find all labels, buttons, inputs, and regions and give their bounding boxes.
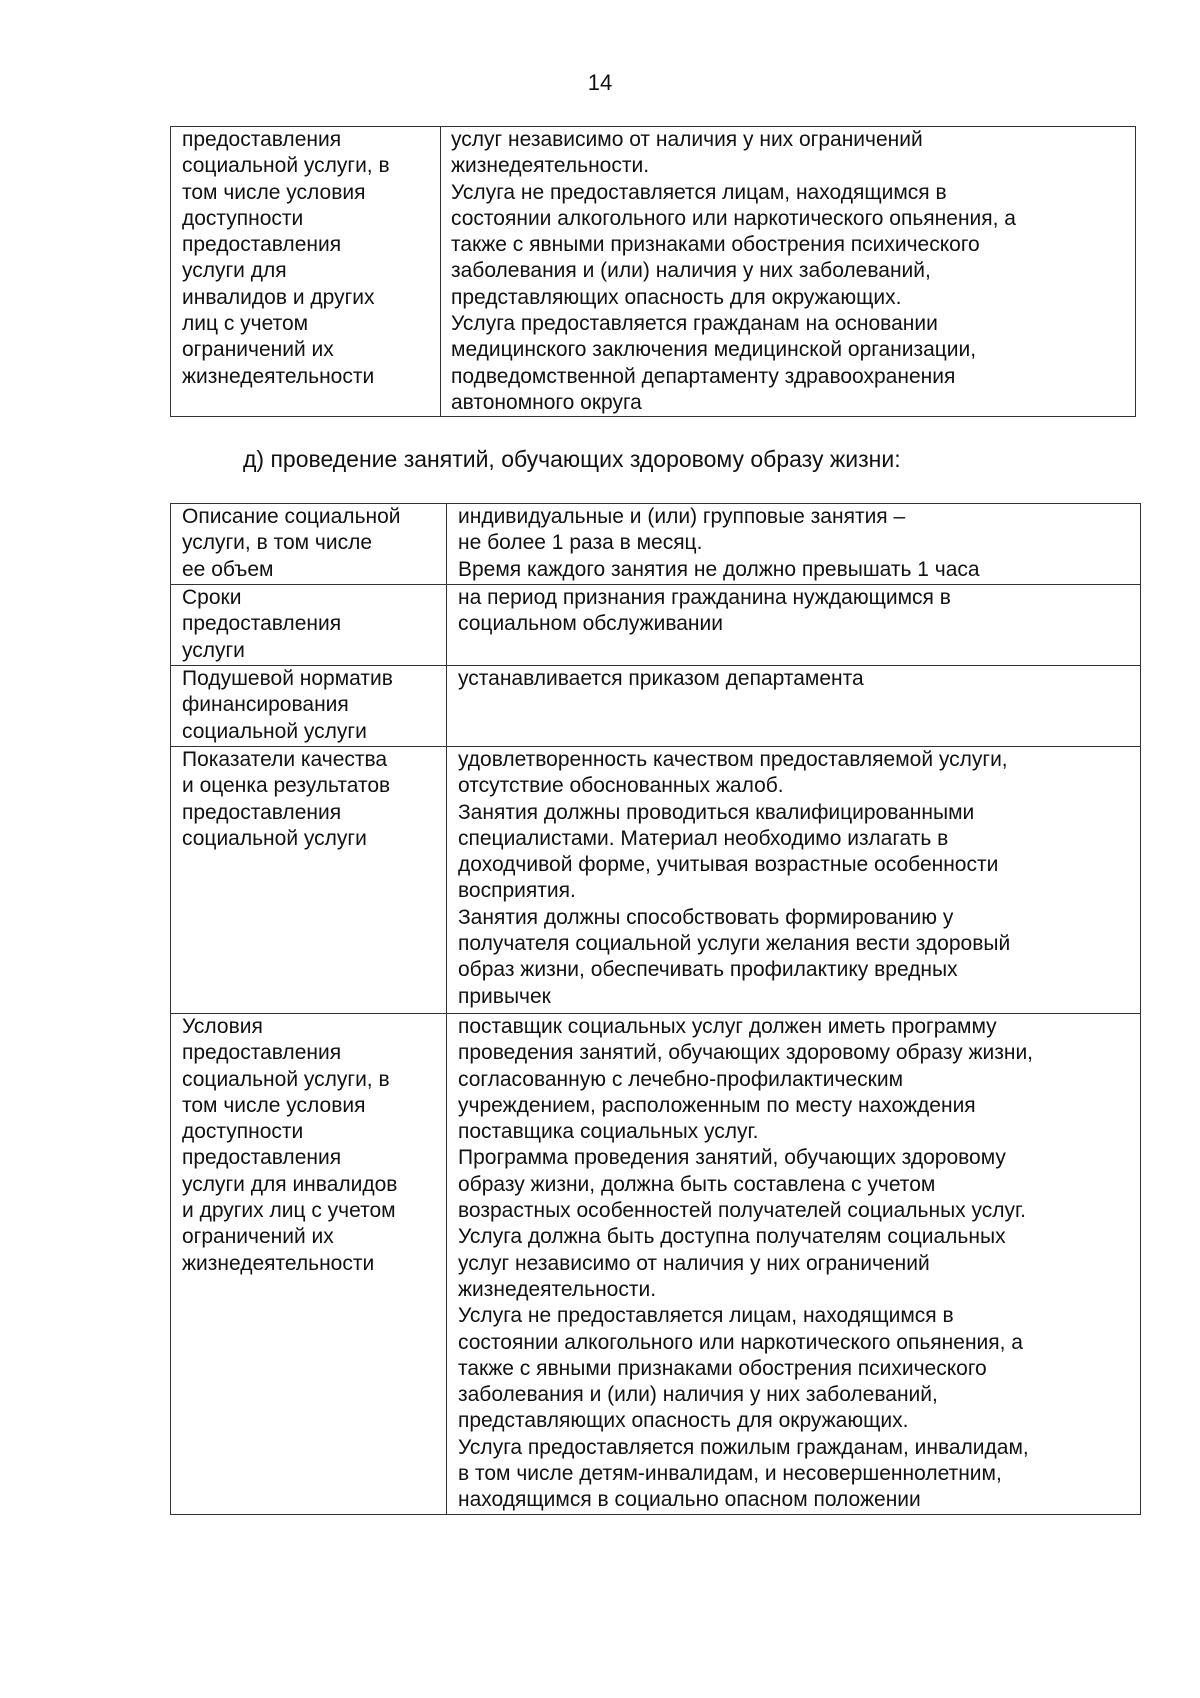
page-number: 14 <box>587 70 613 95</box>
row-label: Подушевой норматив финансирования социальной услуги <box>171 666 447 747</box>
continued-service-table <box>170 126 1136 417</box>
section-heading: д) проведение занятий, обучающих здоровому образу жизни: <box>243 446 901 472</box>
row-value: устанавливается приказом департамента <box>447 666 1141 747</box>
row-label: предоставления социальной услуги, в том числе условия доступности предоставления услуги для инвалидов и других лиц с учетом ограничений их жизнедеятельности <box>171 127 441 417</box>
row-label: Сроки предоставления услуги <box>171 585 447 666</box>
table-row <box>171 747 1141 1014</box>
table-row <box>171 1014 1141 1515</box>
row-label: Описание социальной услуги, в том числе ее объем <box>171 504 447 585</box>
table-row <box>171 504 1141 585</box>
row-label: Условия предоставления социальной услуги, в том числе условия доступности предоставления услуги для инвалидов и других лиц с учетом ограничений их жизнедеятельности <box>171 1014 447 1515</box>
table-row <box>171 585 1141 666</box>
row-label: Показатели качества и оценка результатов предоставления социальной услуги <box>171 747 447 1014</box>
row-value: на период признания гражданина нуждающимся в социальном обслуживании <box>447 585 1141 666</box>
table-row <box>171 127 1136 417</box>
row-value: удовлетворенность качеством предоставляемой услуги, отсутствие обоснованных жалоб. Занятия должны проводиться квалифицированными специалистами. Материал необходимо излагать в доходчивой форме, учитывая возрастные особенности восприятия. Занятия должны способствовать формированию у получателя социальной услуги желания вести здоровый образ жизни, обеспечивать профилактику вредных привычек <box>447 747 1141 1014</box>
row-value: индивидуальные и (или) групповые занятия – не более 1 раза в месяц. Время каждого занятия не должно превышать 1 часа <box>447 504 1141 585</box>
row-value: поставщик социальных услуг должен иметь программу проведения занятий, обучающих здоровому образу жизни, согласованную с лечебно-профилактическим учреждением, расположенным по месту нахождения поставщика социальных услуг. Программа проведения занятий, обучающих здоровому образу жизни, должна быть составлена с учетом возрастных особенностей получателей социальных услуг. Услуга должна быть доступна получателям социальных услуг независимо от наличия у них ограничений жизнедеятельности. Услуга не предоставляется лицам, находящимся в состоянии алкогольного или наркотического опьянения, а также с явными признаками обострения психического заболевания и (или) наличия у них заболеваний, представляющих опасность для окружающих. Услуга предоставляется пожилым гражданам, инвалидам, в том числе детям-инвалидам, и несовершеннолетним, находящимся в социально опасном положении <box>447 1014 1141 1515</box>
table-row <box>171 666 1141 747</box>
row-value: услуг независимо от наличия у них ограничений жизнедеятельности. Услуга не предоставляется лицам, находящимся в состоянии алкогольного или наркотического опьянения, а также с явными признаками обострения психического заболевания и (или) наличия у них заболеваний, представляющих опасность для окружающих. Услуга предоставляется гражданам на основании медицинского заключения медицинской организации, подведомственной департаменту здравоохранения автономного округа <box>441 127 1136 417</box>
healthy-lifestyle-service-table <box>170 503 1141 1515</box>
